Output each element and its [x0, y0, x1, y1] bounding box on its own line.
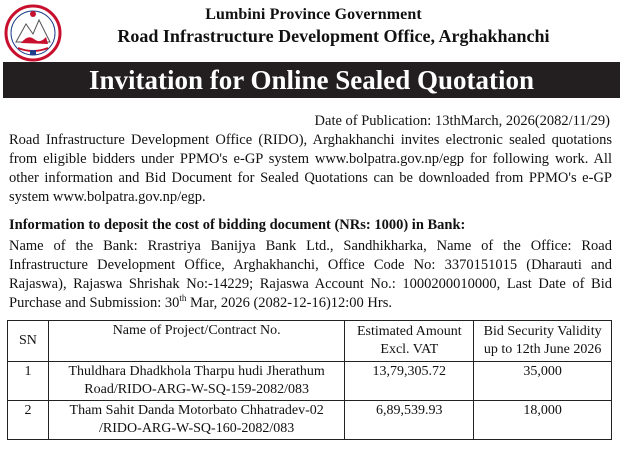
row-sn: 2 [8, 401, 49, 440]
row-security: 35,000 [474, 362, 612, 401]
amount-header-line2: Excl. VAT [380, 342, 439, 357]
row-project-name [48, 401, 344, 440]
bank-info-paragraph [9, 237, 612, 313]
project-name-line1: Tham Sahit Danda Motorbato Chhatradev-02 [69, 403, 324, 418]
row-amount: 6,89,539.93 [345, 401, 474, 440]
security-header-line2: up to 12th June 2026 [483, 342, 602, 357]
table-row [8, 401, 612, 440]
publication-date: Date of Publication: 13thMarch, 2026(2082/11/29) [314, 113, 610, 129]
table-header-row [8, 321, 612, 362]
amount-header-line1: Estimated Amount [357, 324, 462, 339]
contracts-table [7, 320, 612, 440]
bid-security-header [474, 321, 612, 362]
sn-header: SN [8, 321, 49, 362]
bank-info-text-end: Mar, 2026 (2082-12-16)12:00 Hrs. [186, 295, 393, 311]
office-name: Road Infrastructure Development Office, Arghakhanchi [117, 26, 550, 46]
table-row [8, 362, 612, 401]
project-name-header: Name of Project/Contract No. [48, 321, 344, 362]
amount-header [345, 321, 474, 362]
security-header-line1: Bid Security Validity [483, 324, 602, 339]
bank-info-heading: Information to deposit the cost of bidding document (NRs: 1000) in Bank: [9, 217, 466, 233]
row-security: 18,000 [474, 401, 612, 440]
row-project-name [48, 362, 344, 401]
row-amount: 13,79,305.72 [345, 362, 474, 401]
date-suffix: th [179, 293, 187, 304]
project-name-line2: /RIDO-ARG-W-SQ-160-2082/083 [99, 421, 295, 436]
project-name-line1: Thuldhara Dhadkhola Tharpu hudi Jherathum [68, 364, 325, 379]
row-sn: 1 [8, 362, 49, 401]
intro-paragraph: Road Infrastructure Development Office (RIDO), Arghakhanchi invites electronic sealed quotations from eligible bidders under PPMO's e-GP system www.bolpatra.gov.np/egp for following work. All other information and Bid Document for Sealed Quotations can be downloaded from PPMO's e-GP system www.bolpatra.gov.np/egp. [9, 132, 612, 205]
notice-title: Invitation for Online Sealed Quotation [3, 62, 620, 98]
government-name: Lumbini Province Government [205, 6, 422, 23]
bank-info-text: Name of the Bank: Rrastriya Banijya Bank Ltd., Sandhikharka, Name of the Office: Road Infrastructure Development Office, Arghakhanchi, Office Code No: 3370151015 (Dharauti and Rajaswa), Rajaswa Shrishak No:-14229; Rajaswa Account No.: 1000200010000, Last Date of Bid Purchase and Submission: 30 [9, 238, 612, 311]
project-name-line2: Road/RIDO-ARG-W-SQ-159-2082/083 [84, 382, 310, 397]
